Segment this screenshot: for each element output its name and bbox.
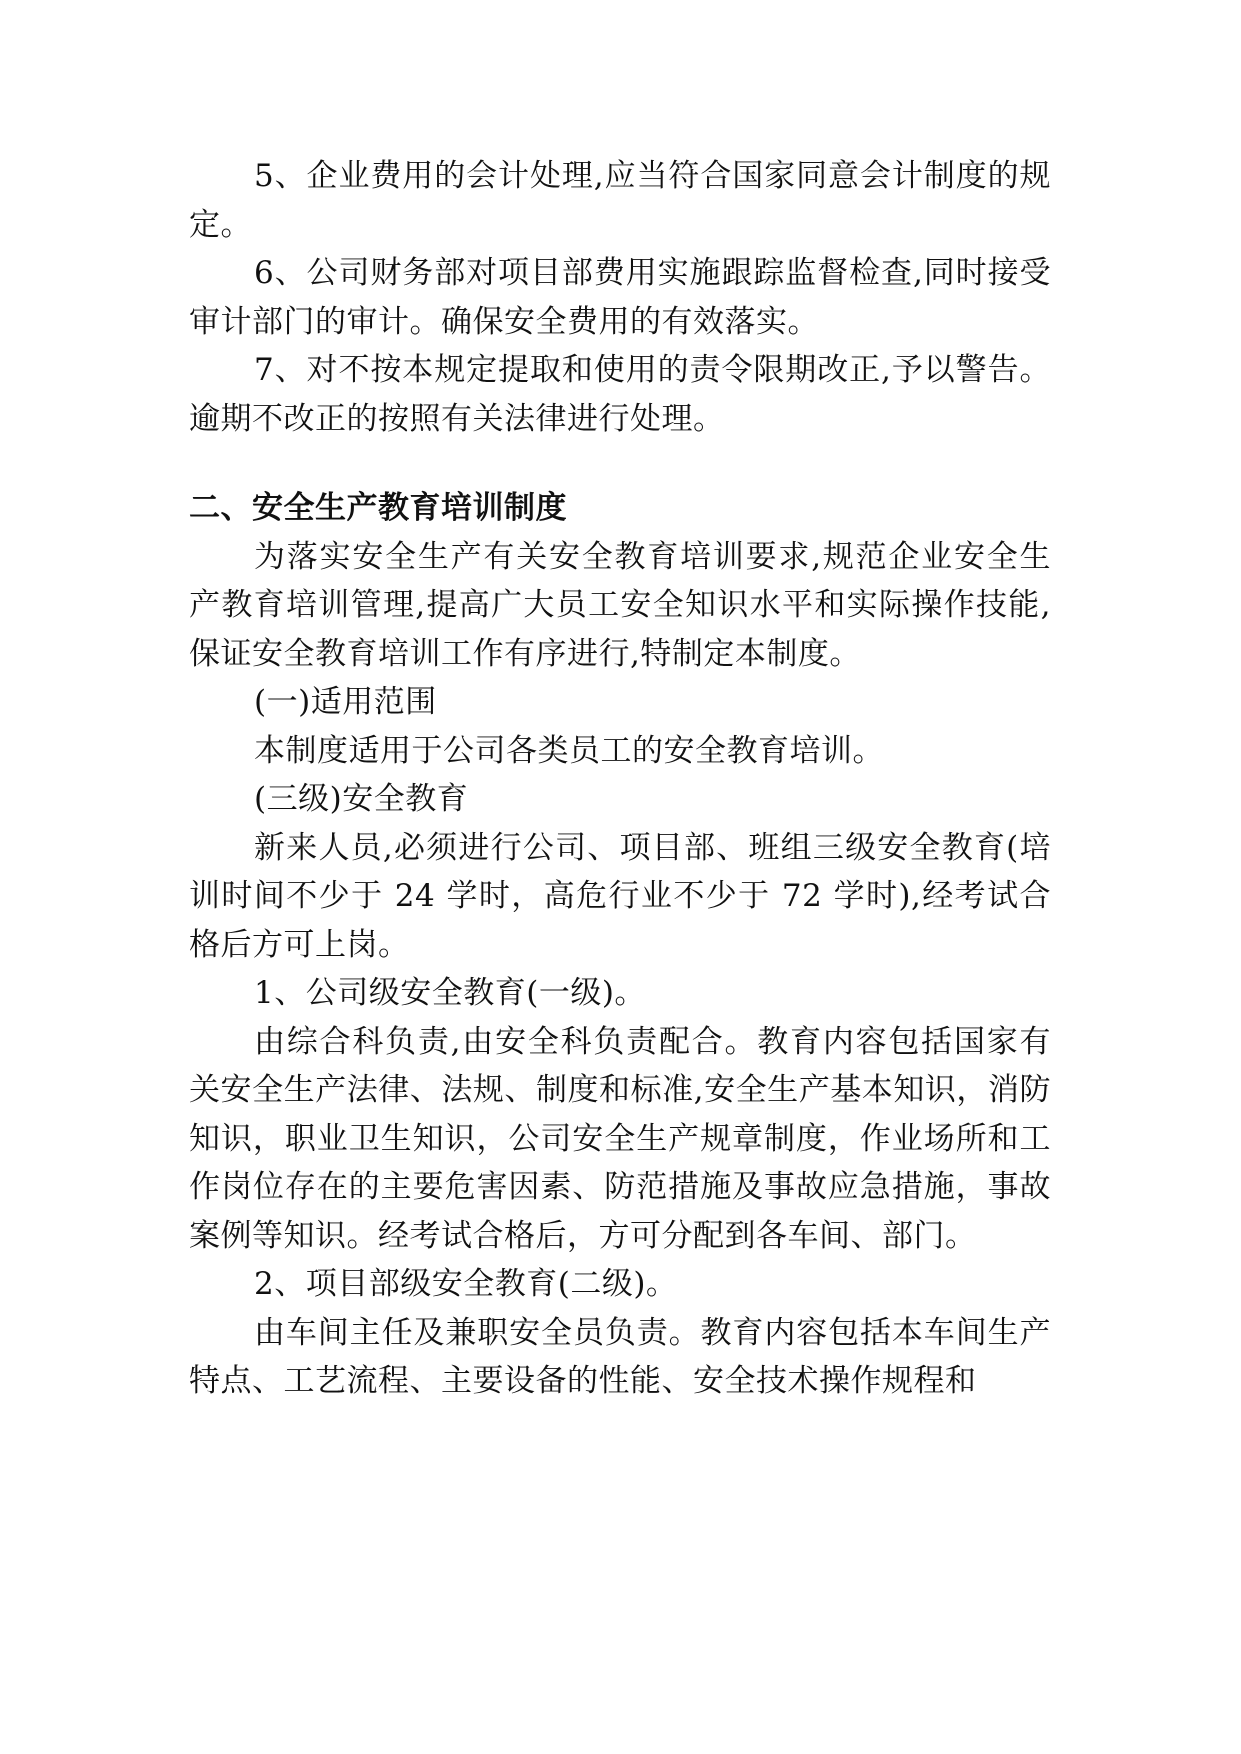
scope-text: 本制度适用于公司各类员工的安全教育培训。 — [254, 732, 884, 769]
level1-text: 由综合科负责,由安全科负责配合。教育内容包括国家有关安全生产法律、法规、制度和标准,安全生产基本知识，消防知识，职业卫生知识，公司安全生产规章制度，作业场所和工作岗位存在的主要危害因素、防范措施及事故应急措施，事故案例等知识。经考试合格后，方可分配到各车间、部门。 — [189, 1023, 1051, 1254]
paragraph-item-5: 5、企业费用的会计处理,应当符合国家同意会计制度的规定。 — [189, 158, 1051, 243]
paragraph-item-7: 7、对不按本规定提取和使用的责令限期改正,予以警告。逾期不改正的按照有关法律进行处理。 — [189, 352, 1051, 437]
level2-text: 由车间主任及兼职安全员负责。教育内容包括本车间生产特点、工艺流程、主要设备的性能、安全技术操作规程和 — [189, 1314, 1051, 1399]
scope-title: (一)适用范围 — [254, 684, 437, 720]
level2-title: 2、项目部级安全教育(二级)。 — [254, 1266, 678, 1302]
level1-title: 1、公司级安全教育(一级)。 — [254, 975, 646, 1011]
intro-paragraph: 为落实安全生产有关安全教育培训要求,规范企业安全生产教育培训管理,提高广大员工安全知识水平和实际操作技能,保证安全教育培训工作有序进行,特制定本制度。 — [189, 538, 1051, 672]
paragraph-item-6: 6、公司财务部对项目部费用实施跟踪监督检查,同时接受审计部门的审计。确保安全费用的有效落实。 — [189, 255, 1051, 340]
education-text: 新来人员,必须进行公司、项目部、班组三级安全教育(培训时间不少于 24 学时，高危行业不少于 72 学时),经考试合格后方可上岗。 — [189, 829, 1051, 963]
document-body — [189, 152, 1051, 1406]
section-heading: 二、安全生产教育培训制度 — [189, 490, 567, 526]
education-title: (三级)安全教育 — [254, 781, 469, 817]
